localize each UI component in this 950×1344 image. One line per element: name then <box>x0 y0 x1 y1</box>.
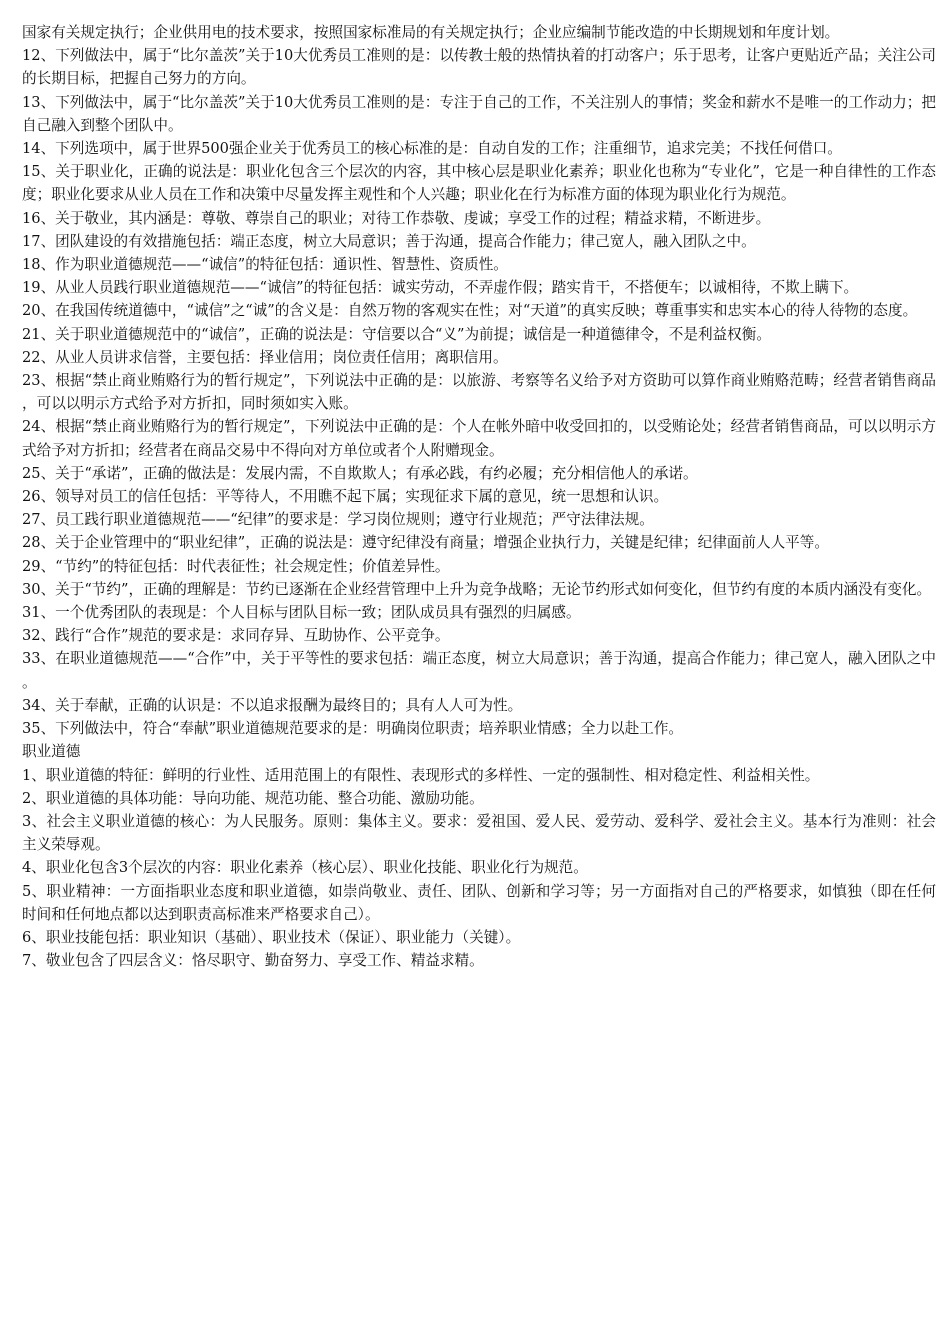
text-paragraph: 17、团队建设的有效措施包括：端正态度，树立大局意识；善于沟通，提高合作能力；律己宽人，融入团队之中。 <box>22 232 756 250</box>
text-paragraph: 4、职业化包含3个层次的内容：职业化素养（核心层）、职业化技能、职业化行为规范。 <box>22 859 588 877</box>
knowledge-point-list <box>22 764 936 973</box>
text-paragraph: 2、职业道德的具体功能：导向功能、规范功能、整合功能、激励功能。 <box>22 789 484 807</box>
text-paragraph: 24、根据“禁止商业贿赂行为的暂行规定”，下列说法中正确的是：个人在帐外暗中收受回扣的，以受贿论处；经营者销售商品，可以以明示方式给予对方折扣；经营者在商品交易中不得向对方单位或者个人附赠现金。 <box>22 418 936 459</box>
text-paragraph: 29、“节约”的特征包括：时代表征性；社会规定性；价值差异性。 <box>22 557 450 575</box>
text-paragraph: 35、下列做法中，符合“奉献”职业道德规范要求的是：明确岗位职责；培养职业情感；全力以赴工作。 <box>22 720 684 738</box>
text-paragraph: 28、关于企业管理中的“职业纪律”，正确的说法是：遵守纪律没有商量；增强企业执行力，关键是纪律；纪律面前人人平等。 <box>22 534 829 552</box>
text-paragraph: 国家有关规定执行；企业供用电的技术要求，按照国家标准局的有关规定执行；企业应编制节能改造的中长期规划和年度计划。 <box>22 24 840 41</box>
text-paragraph: 31、一个优秀团队的表现是：个人目标与团队目标一致；团队成员具有强烈的归属感。 <box>22 604 581 622</box>
text-paragraph: 3、社会主义职业道德的核心：为人民服务。原则：集体主义。要求：爱祖国、爱人民、爱劳动、爱科学、爱社会主义。基本行为准则：社会主义荣辱观。 <box>22 812 936 854</box>
text-paragraph: 5、职业精神：一方面指职业态度和职业道德，如崇尚敬业、责任、团队、创新和学习等；另一方面指对自己的严格要求，如慎独（即在任何时间和任何地点都以达到职责高标准来严格要求自己）。 <box>22 882 936 923</box>
text-paragraph: 16、关于敬业，其内涵是：尊敬、尊崇自己的职业；对待工作恭敬、虔诚；享受工作的过程；精益求精，不断进步。 <box>22 209 771 227</box>
text-paragraph: 21、关于职业道德规范中的“诚信”，正确的说法是：守信要以合“义”为前提；诚信是一种道德律令，不是利益权衡。 <box>22 325 771 343</box>
text-paragraph: 18、作为职业道德规范——“诚信”的特征包括：通识性、智慧性、资质性。 <box>22 256 508 274</box>
text-paragraph: 14、下列选项中，属于世界500强企业关于优秀员工的核心标准的是：自动自发的工作；注重细节，追求完美；不找任何借口。 <box>22 140 842 158</box>
text-paragraph: 32、践行“合作”规范的要求是：求同存异、互助协作、公平竞争。 <box>22 627 450 645</box>
text-paragraph: 34、关于奉献，正确的认识是：不以追求报酬为最终目的；具有人人可为性。 <box>22 696 523 714</box>
text-paragraph: 26、领导对员工的信任包括：平等待人，不用瞧不起下属；实现征求下属的意见，统一思想和认识。 <box>22 488 669 506</box>
text-paragraph: 20、在我国传统道德中，“诚信”之“诚”的含义是：自然万物的客观实在性；对“天道”的真实反映；尊重事实和忠实本心的待人待物的态度。 <box>22 302 918 320</box>
text-paragraph: 1、职业道德的特征：鲜明的行业性、适用范围上的有限性、表现形式的多样性、一定的强制性、相对稳定性、利益相关性。 <box>22 766 820 784</box>
text-paragraph: 27、员工践行职业道德规范——“纪律”的要求是：学习岗位规则；遵守行业规范；严守法律法规。 <box>22 511 654 529</box>
text-paragraph: 6、职业技能包括：职业知识（基础）、职业技术（保证）、职业能力（关键）。 <box>22 928 521 946</box>
text-paragraph: 25、关于“承诺”，正确的做法是：发展内需，不自欺欺人；有承必践，有约必履；充分相信他人的承诺。 <box>22 464 698 482</box>
text-paragraph: 33、在职业道德规范——“合作”中，关于平等性的要求包括：端正态度，树立大局意识；善于沟通，提高合作能力；律己宽人，融入团队之中。 <box>22 650 936 691</box>
text-paragraph: 19、从业人员践行职业道德规范——“诚信”的特征包括：诚实劳动，不弄虚作假；踏实肯干，不搭便车；以诚相待，不欺上瞒下。 <box>22 279 859 297</box>
text-paragraph: 7、敬业包含了四层含义：恪尽职守、勤奋努力、享受工作、精益求精。 <box>22 952 484 970</box>
question-list <box>22 21 936 740</box>
text-paragraph: 22、从业人员讲求信誉，主要包括：择业信用；岗位责任信用；离职信用。 <box>22 348 508 366</box>
text-paragraph: 23、根据“禁止商业贿赂行为的暂行规定”，下列说法中正确的是：以旅游、考察等名义给予对方资助可以算作商业贿赂范畴；经营者销售商品，可以以明示方式给予对方折扣，同时须如实入账。 <box>22 372 936 413</box>
text-paragraph: 12、下列做法中，属于“比尔盖茨”关于10大优秀员工准则的是：以传教士般的热情执着的打动客户；乐于思考，让客户更贴近产品；关注公司的长期目标，把握自己努力的方向。 <box>22 47 936 88</box>
text-paragraph: 30、关于“节约”，正确的理解是：节约已逐渐在企业经营管理中上升为竞争战略；无论节约形式如何变化，但节约有度的本质内涵没有变化。 <box>22 580 932 598</box>
section-heading: 职业道德 <box>22 743 81 761</box>
text-paragraph: 13、下列做法中，属于“比尔盖茨”关于10大优秀员工准则的是：专注于自己的工作，不关注别人的事情；奖金和薪水不是唯一的工作动力；把自己融入到整个团队中。 <box>22 93 936 134</box>
text-paragraph: 15、关于职业化，正确的说法是：职业化包含三个层次的内容，其中核心层是职业化素养；职业化也称为“专业化”，它是一种自律性的工作态度；职业化要求从业人员在工作和决策中尽量发挥主观性和个人兴趣；职业化在行为标准方面的体现为职业化行为规范。 <box>22 163 936 204</box>
